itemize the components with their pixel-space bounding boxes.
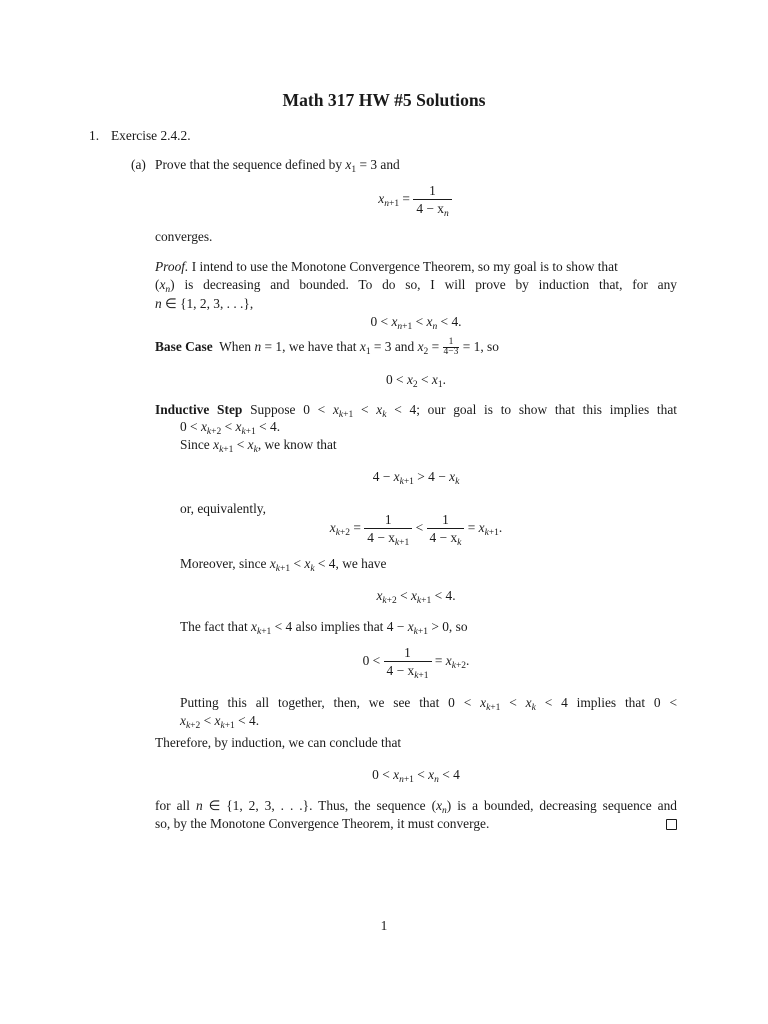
part-a-marker: (a) bbox=[131, 157, 146, 172]
qed-icon bbox=[666, 817, 677, 835]
therefore-text: Therefore, by induction, we can conclude that bbox=[155, 735, 402, 750]
equivalently-text: or, equivalently, bbox=[180, 501, 266, 516]
proof-intro: Proof. I intend to use the Monotone Convergence Theorem, so my goal is to show that bbox=[155, 259, 618, 274]
putting-together-line2: $x_{k+2} < x_{k+1} < 4$. bbox=[180, 713, 260, 731]
inductive-step-label: Inductive Step bbox=[155, 402, 243, 417]
moreover-line: Moreover, since $x_{k+1} < x_k < 4$, we have bbox=[180, 556, 387, 574]
recurrence-fraction: $\frac{1}{4 - x_n}$ bbox=[413, 183, 451, 217]
since-line: Since $x_{k+1} < x_k$, we know that bbox=[180, 437, 337, 455]
conclusion-display: $0 < x_{n+1} < x_n < 4$ bbox=[372, 767, 460, 785]
base-case-result: $0 < x_2 < x_1$. bbox=[386, 372, 446, 390]
page-number: 1 bbox=[380, 918, 388, 933]
converges-text: converges. bbox=[155, 229, 213, 244]
conclusion-line2: so, by the Monotone Convergence Theorem, it must converge. bbox=[155, 816, 490, 831]
exercise-label: Exercise 2.4.2. bbox=[111, 128, 191, 143]
recurrence-equation: $x_{n+1}$ = $\frac{1}{4 - x_n}$ bbox=[155, 183, 675, 217]
lower-bound-display: 0 < $\frac{1}{4 - x_{k+1}}$ = $x_{k+2}$. bbox=[362, 645, 470, 681]
base-case: Base Case When n = 1, we have that $x_1 = 3$ and $x_2$ = $\frac{1}{4-3}$ = 1, so bbox=[155, 337, 499, 358]
fraction-comparison: $x_{k+2}$ = $\frac{1}{4 - x_{k+1}}$ < $\frac{1}{4 - x_k}$ = $x_{k+1}$. bbox=[329, 512, 503, 548]
conclusion-line1: for all n ∈ {1, 2, 3, . . .}. Thus, the sequence $(x_n)$ is a bounded, decreasing sequence and bbox=[155, 798, 677, 816]
exercise-number: 1. bbox=[89, 128, 100, 143]
upper-bound-display: $x_{k+2} < x_{k+1} < 4$. bbox=[376, 588, 456, 606]
page-title: Math 317 HW #5 Solutions bbox=[282, 90, 486, 110]
fact-line: The fact that $x_{k+1} < 4$ also implies that $4 - x_{k+1} > 0$, so bbox=[180, 619, 468, 637]
base-case-label: Base Case bbox=[155, 339, 213, 354]
part-a-statement: Prove that the sequence defined by $x_1 = 3$ and bbox=[155, 157, 400, 175]
proof-intro-line2: $(x_n)$ is decreasing and bounded. To do so, I will prove by induction that, for any bbox=[155, 277, 677, 295]
putting-together-line: Putting this all together, then, we see that $0 < x_{k+1} < x_k < 4$ implies that 0 < bbox=[180, 695, 678, 713]
inequality-display: $4 - x_{k+1} > 4 - x_k$ bbox=[372, 469, 460, 487]
inductive-goal: $0 < x_{k+2} < x_{k+1} < 4$. bbox=[180, 419, 281, 437]
proof-label: Proof. bbox=[155, 259, 189, 274]
base-case-fraction: $\frac{1}{4-3}$ bbox=[443, 337, 459, 358]
inductive-step: Inductive Step Suppose $0 < x_{k+1} < x_k < 4$; our goal is to show that this implies that bbox=[155, 402, 678, 420]
proof-intro-line3: n ∈ {1, 2, 3, . . .}, bbox=[155, 296, 254, 311]
induction-claim: $0 < x_{n+1} < x_n < 4$. bbox=[370, 314, 462, 332]
